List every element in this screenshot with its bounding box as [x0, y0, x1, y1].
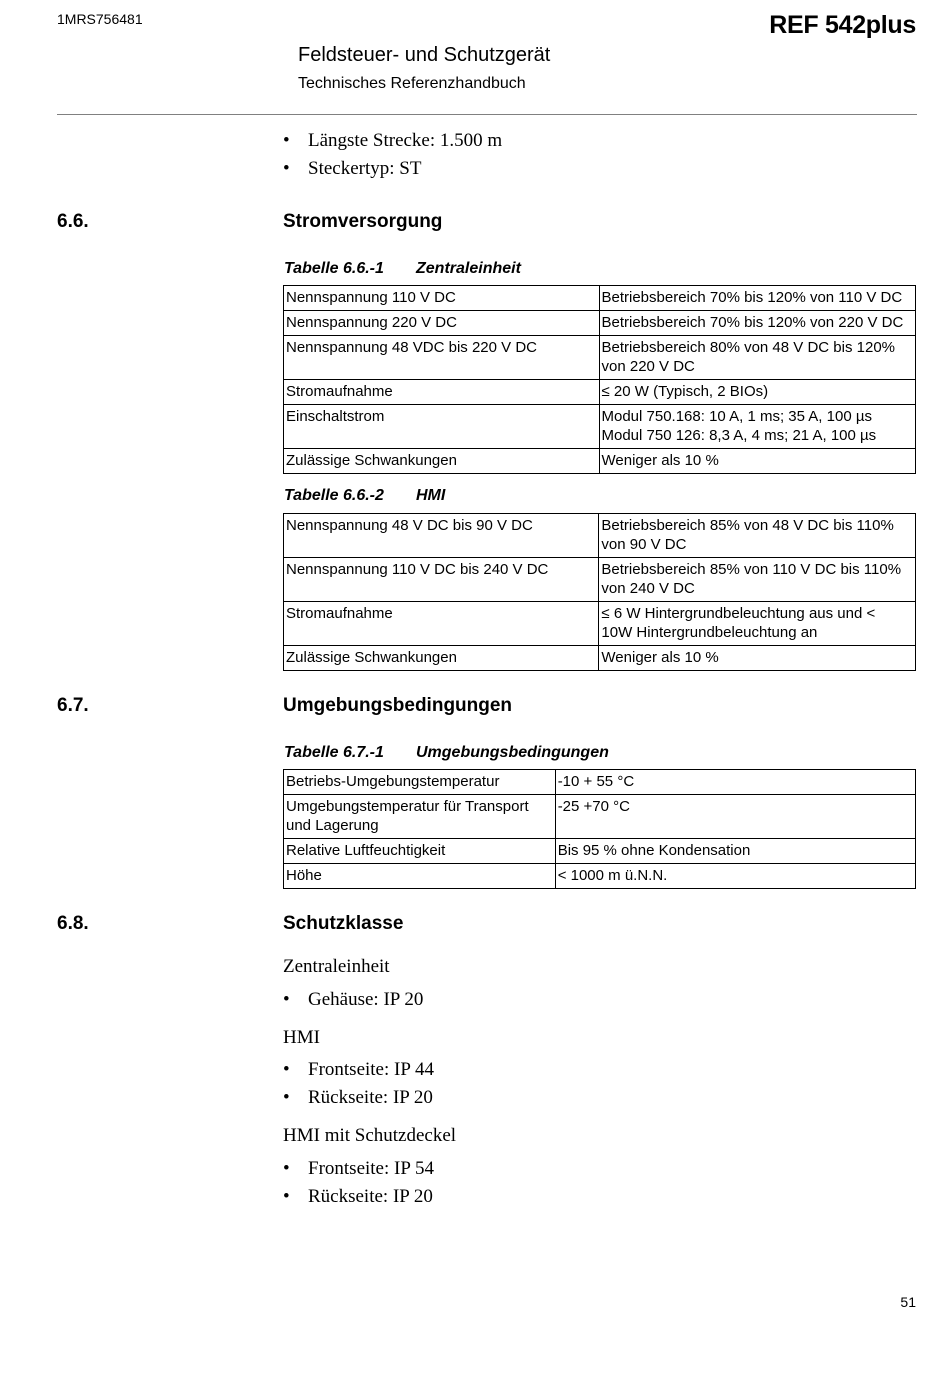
table-cell: Betriebsbereich 85% von 48 V DC bis 110% von 90 V DC — [599, 514, 916, 558]
group-label: HMI — [283, 1027, 320, 1048]
document-title: Feldsteuer- und Schutzgerät — [298, 44, 551, 66]
table-caption-name: Umgebungsbedingungen — [416, 744, 609, 761]
table-caption-number: Tabelle 6.6.-1 — [284, 260, 384, 277]
list-item: • Längste Strecke: 1.500 m — [283, 127, 502, 155]
list-item: • Gehäuse: IP 20 — [283, 986, 423, 1014]
table-cell: -10 + 55 °C — [555, 770, 915, 795]
table-caption-number: Tabelle 6.6.-2 — [284, 487, 384, 504]
table-cell: Höhe — [284, 864, 556, 889]
table-row — [284, 795, 916, 839]
table-cell: Zulässige Schwankungen — [284, 646, 599, 671]
table-caption — [284, 744, 609, 762]
table-caption-name: Zentraleinheit — [416, 260, 521, 277]
table-caption-number: Tabelle 6.7.-1 — [284, 744, 384, 761]
table-cell: Einschaltstrom — [284, 405, 600, 449]
section-number: 6.8. — [57, 913, 89, 934]
table-cell: Nennspannung 110 V DC — [284, 286, 600, 311]
group-label: Zentraleinheit — [283, 956, 390, 977]
table-hmi — [283, 513, 916, 671]
bullet-list — [283, 1155, 434, 1211]
table-cell: Relative Luftfeuchtigkeit — [284, 839, 556, 864]
table-cell: Bis 95 % ohne Kondensation — [555, 839, 915, 864]
bullet-list — [283, 1056, 434, 1112]
table-cell: Nennspannung 110 V DC bis 240 V DC — [284, 558, 599, 602]
list-item: • Rückseite: IP 20 — [283, 1084, 434, 1112]
table-caption-name: HMI — [416, 487, 446, 504]
bullet-list — [283, 986, 423, 1014]
section-title: Stromversorgung — [283, 211, 443, 232]
bullet-icon: • — [283, 130, 290, 151]
table-row — [284, 770, 916, 795]
section-number: 6.6. — [57, 211, 89, 232]
list-item: • Rückseite: IP 20 — [283, 1183, 434, 1211]
table-row — [284, 839, 916, 864]
table-cell: Weniger als 10 % — [599, 646, 916, 671]
table-cell: ≤ 6 W Hintergrundbeleuchtung aus und < 10W Hintergrundbeleuchtung an — [599, 602, 916, 646]
table-cell: Stromaufnahme — [284, 602, 599, 646]
table-row — [284, 286, 916, 311]
table-cell: Betriebsbereich 70% bis 120% von 220 V DC — [599, 311, 916, 336]
list-item: • Frontseite: IP 54 — [283, 1155, 434, 1183]
document-subtitle: Technisches Referenzhandbuch — [298, 75, 526, 92]
table-row — [284, 336, 916, 380]
table-cell: Umgebungstemperatur für Transport und Lagerung — [284, 795, 556, 839]
list-item: • Steckertyp: ST — [283, 155, 502, 183]
table-cell: Nennspannung 220 V DC — [284, 311, 600, 336]
group-label: HMI mit Schutzdeckel — [283, 1125, 457, 1146]
table-cell: Weniger als 10 % — [599, 449, 916, 474]
list-item: • Frontseite: IP 44 — [283, 1056, 434, 1084]
table-cell: -25 +70 °C — [555, 795, 915, 839]
section-title: Umgebungsbedingungen — [283, 695, 513, 716]
table-row — [284, 405, 916, 449]
header-divider — [57, 114, 917, 115]
table-caption — [284, 260, 521, 278]
table-cell: Betriebsbereich 70% bis 120% von 110 V DC — [599, 286, 916, 311]
table-cell: Betriebsbereich 85% von 110 V DC bis 110% von 240 V DC — [599, 558, 916, 602]
bullet-icon: • — [283, 158, 290, 179]
table-cell: ≤ 20 W (Typisch, 2 BIOs) — [599, 380, 916, 405]
table-cell: Nennspannung 48 VDC bis 220 V DC — [284, 336, 600, 380]
table-cell: Betriebsbereich 80% von 48 V DC bis 120% von 220 V DC — [599, 336, 916, 380]
bullet-icon: • — [283, 1158, 290, 1179]
table-row — [284, 602, 916, 646]
bullet-icon: • — [283, 1059, 290, 1080]
table-cell: Betriebs-Umgebungstemperatur — [284, 770, 556, 795]
table-cell: Nennspannung 48 V DC bis 90 V DC — [284, 514, 599, 558]
document-id: 1MRS756481 — [57, 11, 143, 27]
table-row — [284, 311, 916, 336]
table-cell: Stromaufnahme — [284, 380, 600, 405]
table-cell: < 1000 m ü.N.N. — [555, 864, 915, 889]
table-row — [284, 449, 916, 474]
table-row — [284, 864, 916, 889]
table-row — [284, 514, 916, 558]
bullet-icon: • — [283, 1186, 290, 1207]
bullet-icon: • — [283, 1087, 290, 1108]
table-cell: Modul 750.168: 10 A, 1 ms; 35 A, 100 µs Modul 750 126: 8,3 A, 4 ms; 21 A, 100 µs — [599, 405, 916, 449]
table-row — [284, 558, 916, 602]
bullet-icon: • — [283, 989, 290, 1010]
section-title: Schutzklasse — [283, 913, 404, 934]
section-number: 6.7. — [57, 695, 89, 716]
table-caption — [284, 487, 446, 505]
table-zentraleinheit — [283, 285, 916, 474]
table-row — [284, 646, 916, 671]
table-row — [284, 380, 916, 405]
intro-bullet-list — [283, 127, 502, 183]
page-number: 51 — [900, 1294, 916, 1310]
product-name: REF 542plus — [769, 11, 916, 39]
table-umgebungsbedingungen — [283, 769, 916, 889]
table-cell: Zulässige Schwankungen — [284, 449, 600, 474]
